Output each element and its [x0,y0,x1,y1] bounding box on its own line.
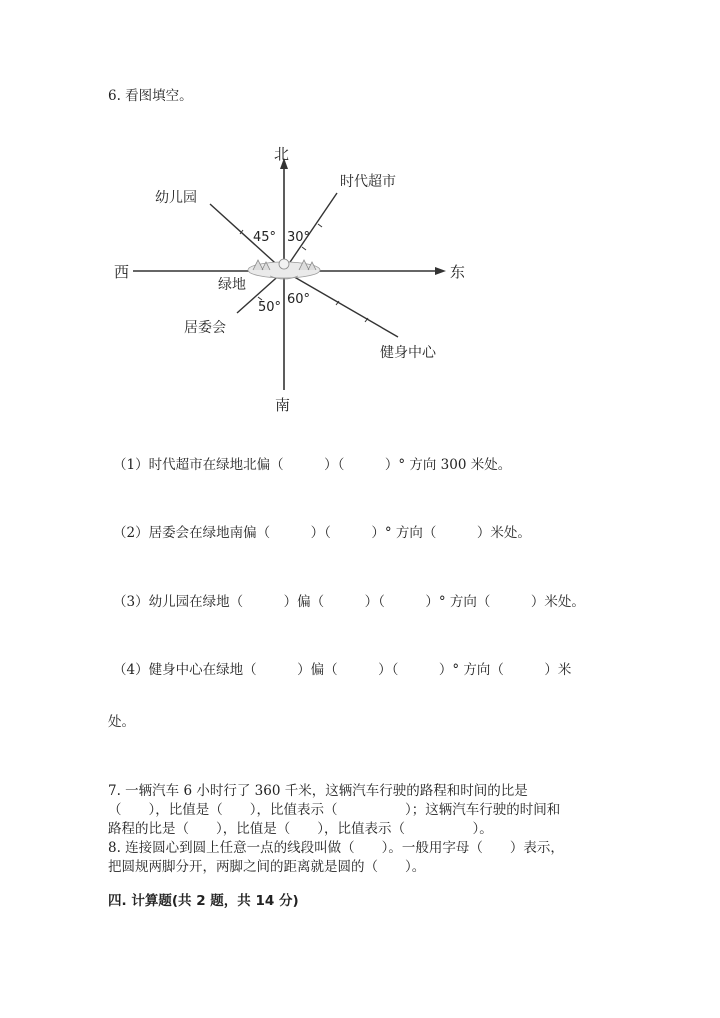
west-label: 西 [114,263,130,281]
north-label: 北 [274,145,290,163]
angle-60-label: 60° [287,292,311,307]
south-label: 南 [275,396,291,414]
angle-30-label: 30° [287,230,311,245]
fitness-label: 健身中心 [380,345,436,361]
question-6-item-1: （1）时代超市在绿地北偏（ ）（ ）° 方向 300 米处。 [113,457,512,473]
question-8-line-1: 8. 连接圆心到圆上任意一点的线段叫做（ ）。一般用字母（ ）表示， [108,840,564,856]
center-label: 绿地 [218,277,246,293]
angle-50-label: 50° [258,300,282,315]
question-8-line-2: 把圆规两脚分开，两脚之间的距离就是圆的（ ）。 [108,859,426,875]
question-7-line-3: 路程的比是（ ），比值是（ ），比值表示（ ）。 [108,821,493,837]
east-arrow-icon [435,267,446,275]
angle-45-label: 45° [253,230,277,245]
question-6-item-2: （2）居委会在绿地南偏（ ）（ ）° 方向（ ）米处。 [113,525,531,541]
question-7-line-2: （ ），比值是（ ），比值表示（ ）；这辆汽车行驶的时间和 [108,802,561,818]
question-6-item-4: （4）健身中心在绿地（ ）偏（ ）（ ）° 方向（ ）米 [113,662,572,678]
kindergarten-label: 幼儿园 [155,190,197,206]
question-6-title: 6. 看图填空。 [108,88,193,104]
east-label: 东 [450,263,466,281]
committee-label: 居委会 [184,320,226,336]
section-4-heading: 四. 计算题(共 2 题，共 14 分) [108,893,299,909]
question-6-item-3: （3）幼儿园在绿地（ ）偏（ ）（ ）° 方向（ ）米处。 [113,594,585,610]
supermarket-label: 时代超市 [340,174,396,190]
question-7-line-1: 7. 一辆汽车 6 小时行了 360 千米，这辆汽车行驶的路程和时间的比是 [108,783,528,799]
question-6-item-4-continued: 处。 [108,714,135,730]
green-space-icon [248,259,320,279]
